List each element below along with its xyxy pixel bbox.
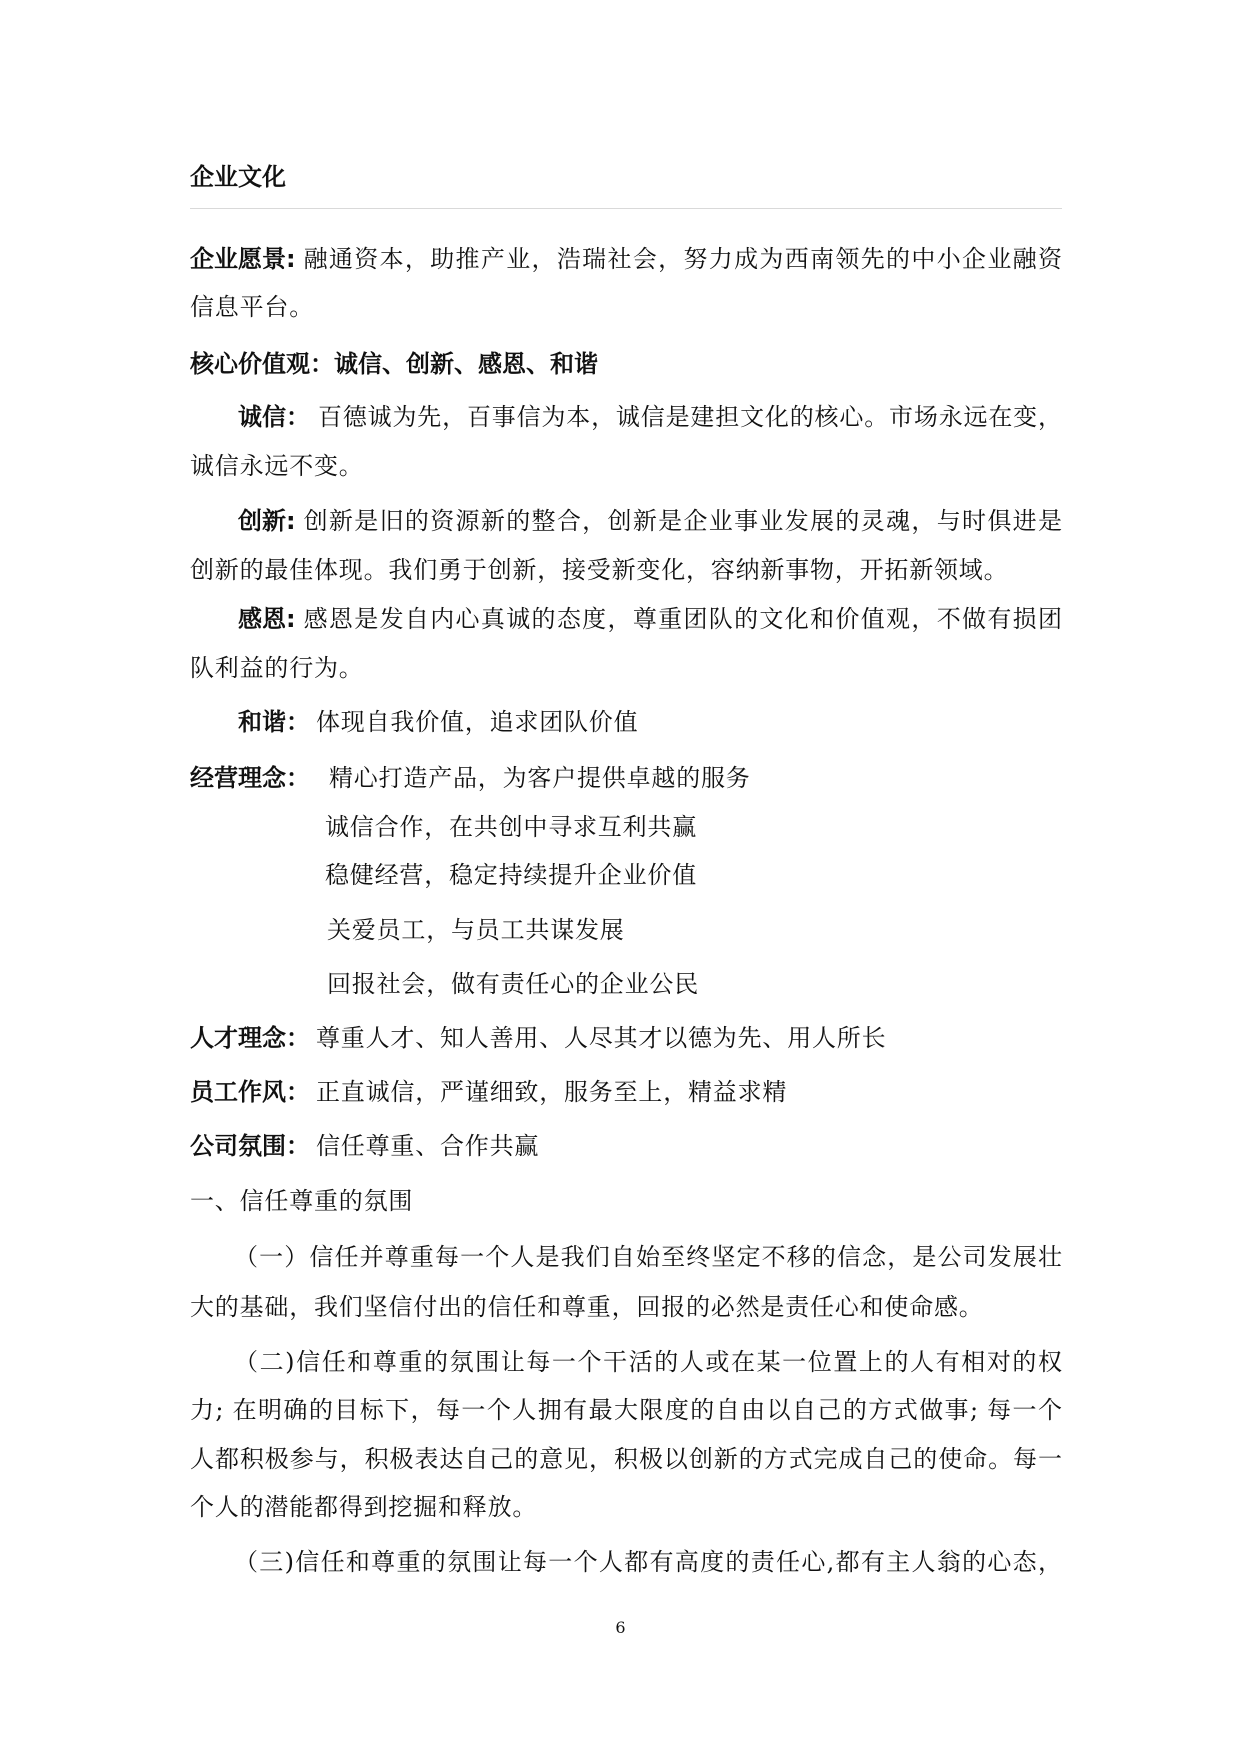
talent-philosophy-text: 尊重人才、知人善用、人尽其才以德为先、用人所长	[316, 1024, 887, 1052]
innovation-row	[238, 506, 1062, 536]
paragraph-3-line: （三)信任和尊重的氛围让每一个人都有高度的责任心,都有主人翁的心态，	[234, 1548, 1062, 1576]
vision-label: 企业愿景:	[190, 245, 296, 273]
work-style-label: 员工作风：	[190, 1078, 310, 1106]
work-style-text: 正直诚信，严谨细致，服务至上，精益求精	[316, 1078, 788, 1106]
innovation-label: 创新:	[238, 507, 296, 535]
paragraph-1-line: 大的基础，我们坚信付出的信任和尊重，回报的必然是责任心和使命感。	[190, 1293, 984, 1321]
page-heading: 企业文化	[190, 163, 286, 191]
atmosphere-text: 信任尊重、合作共赢	[316, 1132, 540, 1160]
page-number: 6	[615, 1618, 626, 1637]
gratitude-label: 感恩:	[238, 605, 296, 633]
vision-text-line-1: 融通资本，助推产业，浩瑞社会，努力成为西南领先的中小企业融资	[303, 245, 1062, 273]
talent-philosophy-row	[190, 1023, 1062, 1053]
vision-row	[190, 244, 1062, 274]
business-philosophy-item: 回报社会，做有责任心的企业公民	[327, 970, 699, 998]
integrity-text-line-2: 诚信永远不变。	[190, 452, 364, 480]
business-philosophy-label: 经营理念：	[190, 764, 310, 792]
vision-text-line-2: 信息平台。	[190, 293, 314, 321]
gratitude-text-line-2: 队利益的行为。	[190, 654, 364, 682]
harmony-text: 体现自我价值，追求团队价值	[316, 708, 639, 736]
gratitude-text-line-1: 感恩是发自内心真诚的态度，尊重团队的文化和价值观，不做有损团	[303, 605, 1062, 633]
core-values-row	[190, 349, 1062, 379]
atmosphere-label: 公司氛围：	[190, 1132, 310, 1160]
paragraph-2-line: 人都积极参与，积极表达自己的意见，积极以创新的方式完成自己的使命。每一	[190, 1445, 1062, 1473]
integrity-row	[238, 402, 1062, 432]
paragraph-1-line: （一）信任并尊重每一个人是我们自始至终坚定不移的信念，是公司发展壮	[234, 1243, 1062, 1271]
paragraph-2-line: 力; 在明确的目标下，每一个人拥有最大限度的自由以自己的方式做事; 每一个	[190, 1396, 1062, 1424]
atmosphere-row	[190, 1131, 1062, 1161]
harmony-row	[238, 707, 1062, 737]
section-title: 一、信任尊重的氛围	[190, 1187, 414, 1215]
business-philosophy-item: 诚信合作，在共创中寻求互利共赢	[325, 813, 697, 841]
business-philosophy-item: 稳健经营，稳定持续提升企业价值	[325, 861, 697, 889]
integrity-text-line-1: 百德诚为先，百事信为本，诚信是建担文化的核心。市场永远在变，	[318, 403, 1062, 431]
business-philosophy-item: 关爱员工，与员工共谋发展	[327, 916, 625, 944]
paragraph-2-line: （二)信任和尊重的氛围让每一个干活的人或在某一位置上的人有相对的权	[234, 1348, 1062, 1376]
gratitude-row	[238, 604, 1062, 634]
talent-philosophy-label: 人才理念：	[190, 1024, 310, 1052]
heading-divider	[190, 208, 1062, 209]
work-style-row	[190, 1077, 1062, 1107]
innovation-text-line-2: 创新的最佳体现。我们勇于创新，接受新变化，容纳新事物，开拓新领域。	[190, 556, 1009, 584]
harmony-label: 和谐：	[238, 708, 310, 736]
core-values-text: 诚信、创新、感恩、和谐	[334, 350, 598, 378]
integrity-label: 诚信：	[238, 403, 310, 431]
business-philosophy-item: 精心打造产品，为客户提供卓越的服务	[329, 764, 751, 792]
core-values-label: 核心价值观：	[190, 350, 334, 378]
paragraph-2-line: 个人的潜能都得到挖掘和释放。	[190, 1493, 538, 1521]
innovation-text-line-1: 创新是旧的资源新的整合，创新是企业事业发展的灵魂，与时俱进是	[303, 507, 1062, 535]
